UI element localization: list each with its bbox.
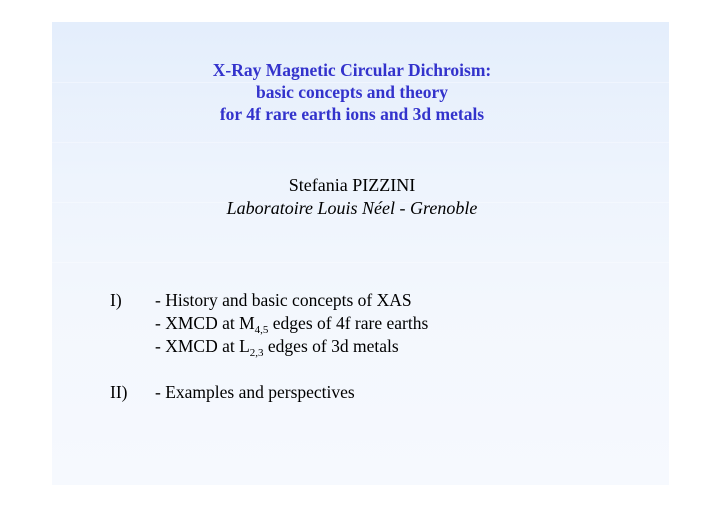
background-band (52, 262, 669, 263)
outline-row (110, 335, 428, 358)
author-name: Stefania PIZZINI (288, 175, 416, 195)
outline-item: - XMCD at $L_{2,3}$ edges of 3d metals (155, 336, 399, 359)
slide (52, 22, 669, 485)
subscript: 2,3 (249, 347, 264, 359)
title-line-2: basic concepts and theory (255, 82, 448, 102)
outline-item: - Examples and perspectives (155, 382, 355, 402)
section-number: II) (110, 382, 128, 402)
institution: Laboratoire Louis Néel - Grenoble (226, 198, 478, 218)
outline-item: - XMCD at $M_{4,5}$ edges of 4f rare earths (155, 313, 429, 336)
outline-row (110, 312, 428, 335)
background-band (52, 142, 669, 143)
outline-row (110, 381, 428, 404)
subscript: 4,5 (254, 324, 269, 336)
outline-item: - History and basic concepts of XAS (155, 290, 412, 310)
outline (110, 289, 428, 404)
author-block (52, 174, 652, 220)
title-line-3: for 4f rare earth ions and 3d metals (219, 104, 485, 124)
outline-row (110, 289, 428, 312)
title-line-1: X-Ray Magnetic Circular Dichroism: (212, 60, 492, 80)
section-number: I) (110, 290, 122, 310)
slide-title (52, 59, 652, 125)
